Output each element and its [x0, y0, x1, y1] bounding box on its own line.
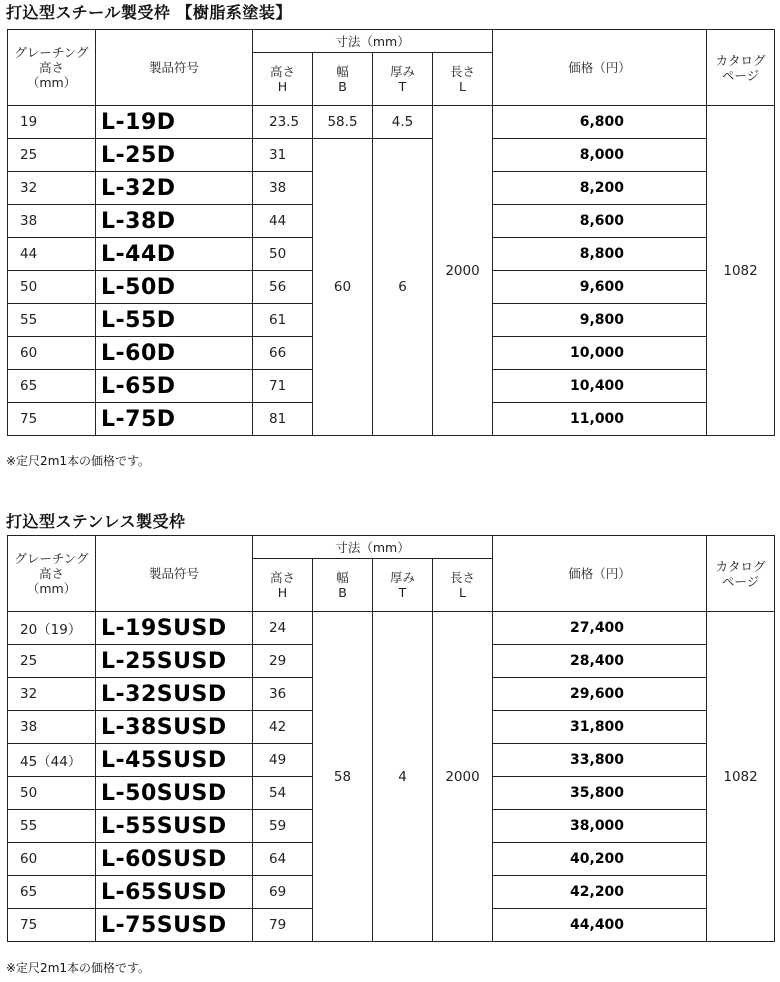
length-cell: 2000	[433, 612, 493, 942]
price-cell: 28,400	[493, 645, 707, 678]
price-cell: 8,800	[493, 238, 707, 271]
height-cell: 49	[253, 744, 313, 777]
price-cell: 10,400	[493, 370, 707, 403]
height-cell: 23.5	[253, 106, 313, 139]
width-cell: 58.5	[313, 106, 373, 139]
grating-height-cell: 25	[8, 139, 96, 172]
product-code-cell: L-55SUSD	[96, 810, 253, 843]
product-code-cell: L-75SUSD	[96, 909, 253, 942]
header-height-h: 高さ H	[253, 559, 313, 612]
height-cell: 59	[253, 810, 313, 843]
height-cell: 79	[253, 909, 313, 942]
height-cell: 81	[253, 403, 313, 436]
price-cell: 40,200	[493, 843, 707, 876]
header-grating-height: グレーチング 高さ （mm）	[8, 30, 96, 106]
grating-height-cell: 38	[8, 205, 96, 238]
header-dimensions: 寸法（mm）	[253, 30, 493, 53]
header-catalog-page: カタログ ページ	[707, 30, 775, 106]
product-code-cell: L-19SUSD	[96, 612, 253, 645]
price-cell: 9,600	[493, 271, 707, 304]
header-thickness-t: 厚み T	[373, 53, 433, 106]
product-code-cell: L-25SUSD	[96, 645, 253, 678]
header-width-b: 幅 B	[313, 559, 373, 612]
price-cell: 31,800	[493, 711, 707, 744]
table-row	[8, 612, 775, 645]
steel-table-body	[8, 106, 775, 436]
product-code-cell: L-32D	[96, 172, 253, 205]
product-code-cell: L-50D	[96, 271, 253, 304]
stainless-table-body	[8, 612, 775, 942]
price-cell: 10,000	[493, 337, 707, 370]
price-cell: 38,000	[493, 810, 707, 843]
header-height-h: 高さ H	[253, 53, 313, 106]
height-cell: 42	[253, 711, 313, 744]
price-cell: 11,000	[493, 403, 707, 436]
height-cell: 61	[253, 304, 313, 337]
product-code-cell: L-38SUSD	[96, 711, 253, 744]
stainless-note: ※定尺2m1本の価格です。	[6, 961, 151, 975]
product-code-cell: L-38D	[96, 205, 253, 238]
height-cell: 56	[253, 271, 313, 304]
product-code-cell: L-65D	[96, 370, 253, 403]
price-cell: 6,800	[493, 106, 707, 139]
height-cell: 29	[253, 645, 313, 678]
height-cell: 64	[253, 843, 313, 876]
price-cell: 42,200	[493, 876, 707, 909]
grating-height-cell: 20（19）	[8, 612, 96, 645]
table-row	[8, 139, 775, 172]
grating-height-cell: 25	[8, 645, 96, 678]
grating-height-cell: 65	[8, 370, 96, 403]
product-code-cell: L-50SUSD	[96, 777, 253, 810]
catalog-page-cell: 1082	[707, 612, 775, 942]
header-product-code: 製品符号	[96, 30, 253, 106]
product-code-cell: L-44D	[96, 238, 253, 271]
price-cell: 27,400	[493, 612, 707, 645]
price-cell: 29,600	[493, 678, 707, 711]
grating-height-cell: 55	[8, 810, 96, 843]
steel-price-table	[7, 29, 775, 436]
length-cell: 2000	[433, 106, 493, 436]
header-catalog-page: カタログ ページ	[707, 536, 775, 612]
table-row	[8, 106, 775, 139]
product-code-cell: L-65SUSD	[96, 876, 253, 909]
height-cell: 66	[253, 337, 313, 370]
grating-height-cell: 44	[8, 238, 96, 271]
height-cell: 44	[253, 205, 313, 238]
price-cell: 9,800	[493, 304, 707, 337]
header-width-b: 幅 B	[313, 53, 373, 106]
height-cell: 69	[253, 876, 313, 909]
height-cell: 36	[253, 678, 313, 711]
grating-height-cell: 65	[8, 876, 96, 909]
price-cell: 8,600	[493, 205, 707, 238]
width-cell: 58	[313, 612, 373, 942]
product-code-cell: L-19D	[96, 106, 253, 139]
header-grating-height: グレーチング 高さ （mm）	[8, 536, 96, 612]
grating-height-cell: 32	[8, 678, 96, 711]
price-cell: 33,800	[493, 744, 707, 777]
width-cell: 60	[313, 139, 373, 436]
header-dimensions: 寸法（mm）	[253, 536, 493, 559]
stainless-section-title: 打込型ステンレス製受枠	[6, 512, 186, 531]
grating-height-cell: 50	[8, 271, 96, 304]
grating-height-cell: 32	[8, 172, 96, 205]
header-price: 価格（円）	[493, 30, 707, 106]
height-cell: 38	[253, 172, 313, 205]
grating-height-cell: 60	[8, 843, 96, 876]
steel-note: ※定尺2m1本の価格です。	[6, 454, 151, 468]
product-code-cell: L-25D	[96, 139, 253, 172]
grating-height-cell: 19	[8, 106, 96, 139]
height-cell: 50	[253, 238, 313, 271]
product-code-cell: L-75D	[96, 403, 253, 436]
grating-height-cell: 55	[8, 304, 96, 337]
grating-height-cell: 45（44）	[8, 744, 96, 777]
header-thickness-t: 厚み T	[373, 559, 433, 612]
steel-section-title: 打込型スチール製受枠 【樹脂系塗装】	[6, 3, 292, 22]
catalog-page-cell: 1082	[707, 106, 775, 436]
product-code-cell: L-60SUSD	[96, 843, 253, 876]
height-cell: 31	[253, 139, 313, 172]
product-code-cell: L-60D	[96, 337, 253, 370]
grating-height-cell: 38	[8, 711, 96, 744]
thickness-cell: 4.5	[373, 106, 433, 139]
product-code-cell: L-55D	[96, 304, 253, 337]
product-code-cell: L-45SUSD	[96, 744, 253, 777]
height-cell: 24	[253, 612, 313, 645]
grating-height-cell: 60	[8, 337, 96, 370]
header-product-code: 製品符号	[96, 536, 253, 612]
grating-height-cell: 75	[8, 909, 96, 942]
height-cell: 71	[253, 370, 313, 403]
price-cell: 44,400	[493, 909, 707, 942]
stainless-price-table	[7, 535, 775, 942]
price-cell: 8,200	[493, 172, 707, 205]
product-code-cell: L-32SUSD	[96, 678, 253, 711]
price-cell: 8,000	[493, 139, 707, 172]
grating-height-cell: 75	[8, 403, 96, 436]
height-cell: 54	[253, 777, 313, 810]
grating-height-cell: 50	[8, 777, 96, 810]
thickness-cell: 4	[373, 612, 433, 942]
header-length-l: 長さ L	[433, 559, 493, 612]
thickness-cell: 6	[373, 139, 433, 436]
price-cell: 35,800	[493, 777, 707, 810]
header-price: 価格（円）	[493, 536, 707, 612]
header-length-l: 長さ L	[433, 53, 493, 106]
